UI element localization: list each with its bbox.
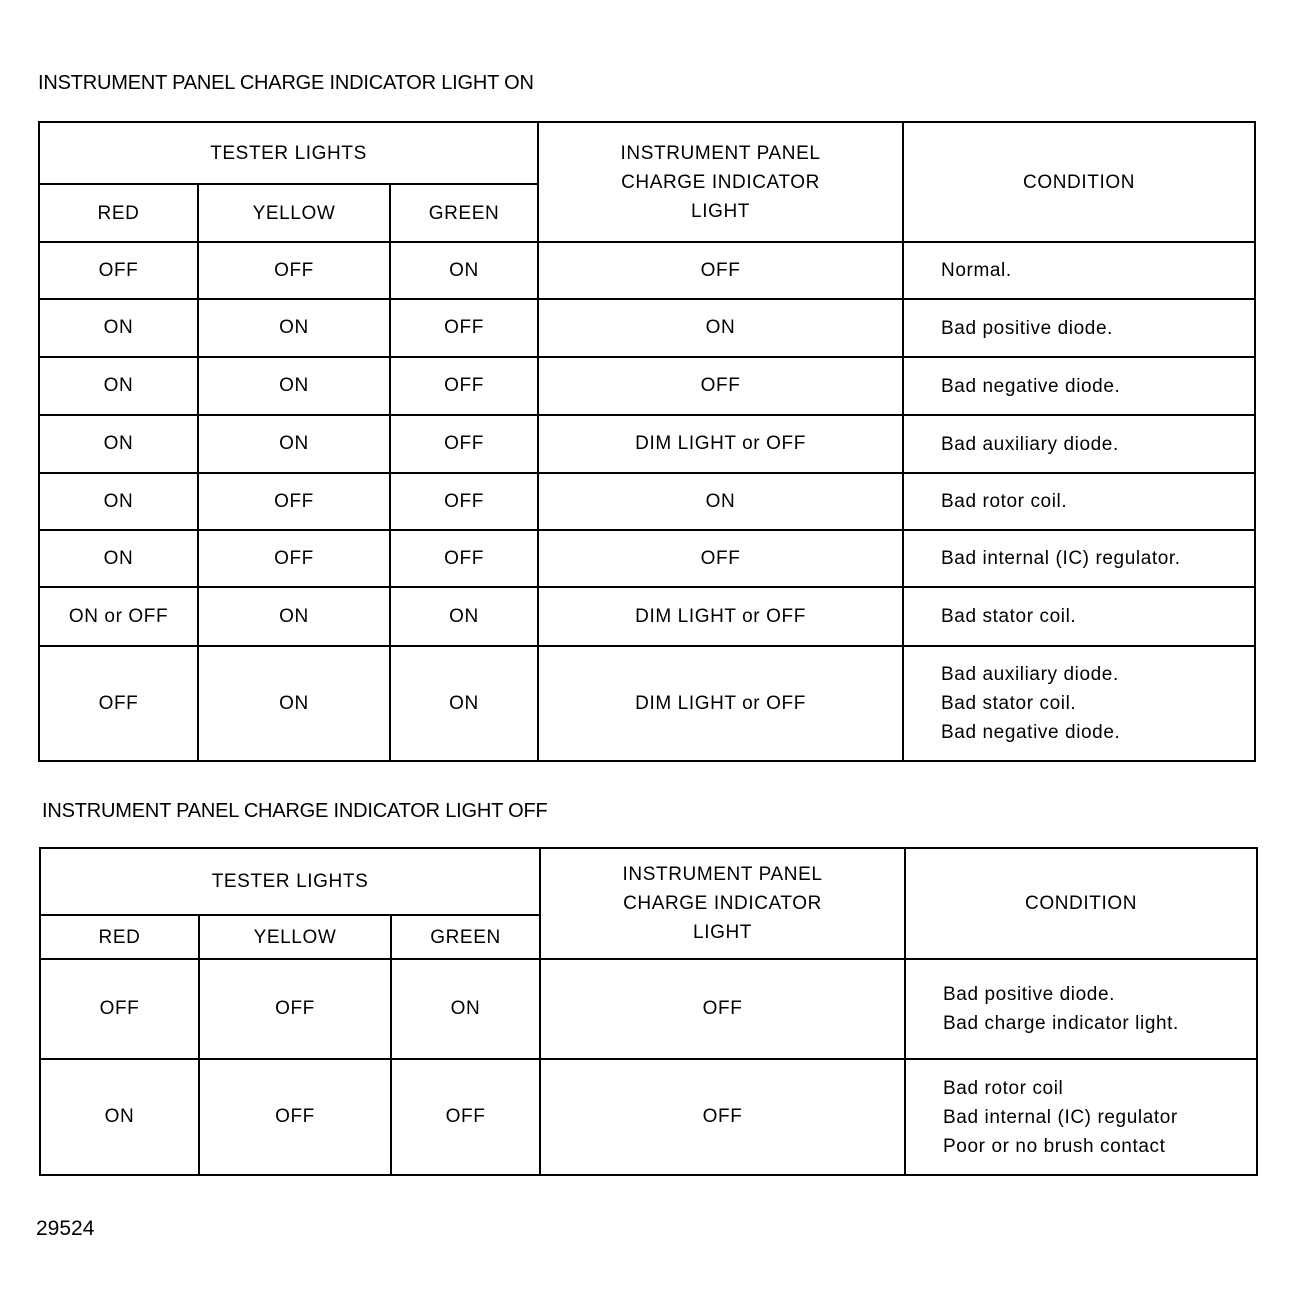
condition-line: Bad stator coil. (941, 693, 1077, 714)
condition-header: CONDITION (905, 848, 1257, 959)
condition-line: Bad internal (IC) regulator (943, 1106, 1178, 1128)
yellow-cell: ON (198, 587, 390, 646)
condition-line: Poor or no brush contact (943, 1135, 1166, 1157)
yellow-cell: OFF (198, 473, 390, 530)
indicator-cell: DIM LIGHT or OFF (538, 587, 903, 646)
condition-cell (905, 959, 1257, 1059)
indicator-cell: OFF (540, 959, 905, 1059)
red-cell: ON (39, 473, 198, 530)
condition-line: Bad charge indicator light. (943, 1013, 1179, 1034)
yellow-cell: ON (198, 299, 390, 357)
green-cell: ON (390, 587, 538, 646)
yellow-header: YELLOW (198, 184, 390, 242)
condition-line: Bad rotor coil (943, 1077, 1064, 1099)
condition-line: Bad negative diode. (941, 375, 1121, 397)
indicator-cell: OFF (538, 357, 903, 415)
red-cell: ON or OFF (39, 587, 198, 646)
red-cell: OFF (40, 959, 199, 1059)
indicator-header-line: LIGHT (691, 200, 750, 222)
green-cell: ON (390, 242, 538, 299)
table-row (39, 415, 1255, 473)
green-cell: OFF (390, 415, 538, 473)
green-header: GREEN (391, 915, 540, 959)
condition-line: Bad internal (IC) regulator. (941, 548, 1181, 569)
condition-cell (903, 415, 1255, 473)
red-cell: ON (39, 357, 198, 415)
table-row (40, 1059, 1257, 1175)
table-row (39, 299, 1255, 357)
table-row (40, 959, 1257, 1059)
condition-cell (905, 1059, 1257, 1175)
indicator-header-line: INSTRUMENT PANEL (622, 864, 823, 885)
green-cell: OFF (390, 473, 538, 530)
indicator-header-line: LIGHT (693, 922, 752, 943)
condition-cell (903, 473, 1255, 530)
condition-cell (903, 530, 1255, 587)
red-cell: ON (39, 415, 198, 473)
condition-line: Normal. (941, 260, 1012, 281)
red-header: RED (40, 915, 199, 959)
red-cell: OFF (39, 242, 198, 299)
condition-line: Bad auxiliary diode. (941, 433, 1119, 455)
green-header: GREEN (390, 184, 538, 242)
indicator-header-line: CHARGE INDICATOR (623, 893, 822, 914)
green-cell: OFF (391, 1059, 540, 1175)
indicator-light-header (538, 122, 903, 242)
section-title-light-off: INSTRUMENT PANEL CHARGE INDICATOR LIGHT OFF (42, 800, 548, 822)
table-body-off (40, 959, 1257, 1175)
red-header: RED (39, 184, 198, 242)
condition-cell (903, 587, 1255, 646)
condition-line: Bad negative diode. (941, 722, 1121, 743)
yellow-cell: OFF (199, 1059, 391, 1175)
charge-indicator-on-table (38, 121, 1256, 762)
table-row (39, 357, 1255, 415)
condition-line: Bad positive diode. (943, 984, 1115, 1005)
red-cell: ON (40, 1059, 199, 1175)
green-cell: ON (390, 646, 538, 761)
table-row (39, 530, 1255, 587)
green-cell: ON (391, 959, 540, 1059)
indicator-header-line: INSTRUMENT PANEL (620, 142, 821, 164)
yellow-header: YELLOW (199, 915, 391, 959)
yellow-cell: ON (198, 415, 390, 473)
red-cell: ON (39, 299, 198, 357)
condition-header: CONDITION (903, 122, 1255, 242)
table-row (39, 242, 1255, 299)
condition-cell (903, 646, 1255, 761)
figure-id: 29524 (36, 1217, 95, 1240)
condition-cell (903, 242, 1255, 299)
yellow-cell: ON (198, 357, 390, 415)
section-title-light-on: INSTRUMENT PANEL CHARGE INDICATOR LIGHT ON (38, 72, 534, 94)
condition-line: Bad rotor coil. (941, 491, 1068, 512)
indicator-cell: OFF (540, 1059, 905, 1175)
condition-cell (903, 357, 1255, 415)
indicator-cell: ON (538, 299, 903, 357)
indicator-header-line: CHARGE INDICATOR (621, 171, 820, 193)
condition-line: Bad positive diode. (941, 317, 1113, 339)
condition-line: Bad auxiliary diode. (941, 664, 1119, 685)
tester-lights-header: TESTER LIGHTS (40, 848, 540, 915)
condition-line: Bad stator coil. (941, 606, 1077, 627)
green-cell: OFF (390, 530, 538, 587)
green-cell: OFF (390, 299, 538, 357)
indicator-cell: ON (538, 473, 903, 530)
indicator-light-header (540, 848, 905, 959)
table-row (39, 473, 1255, 530)
charge-indicator-off-table (39, 847, 1258, 1176)
red-cell: ON (39, 530, 198, 587)
yellow-cell: OFF (199, 959, 391, 1059)
indicator-cell: OFF (538, 530, 903, 587)
indicator-cell: OFF (538, 242, 903, 299)
yellow-cell: ON (198, 646, 390, 761)
table-row (39, 646, 1255, 761)
yellow-cell: OFF (198, 530, 390, 587)
table-body-on (39, 242, 1255, 761)
indicator-cell: DIM LIGHT or OFF (538, 646, 903, 761)
red-cell: OFF (39, 646, 198, 761)
tester-lights-header: TESTER LIGHTS (39, 122, 538, 184)
condition-cell (903, 299, 1255, 357)
table-row (39, 587, 1255, 646)
indicator-cell: DIM LIGHT or OFF (538, 415, 903, 473)
green-cell: OFF (390, 357, 538, 415)
yellow-cell: OFF (198, 242, 390, 299)
